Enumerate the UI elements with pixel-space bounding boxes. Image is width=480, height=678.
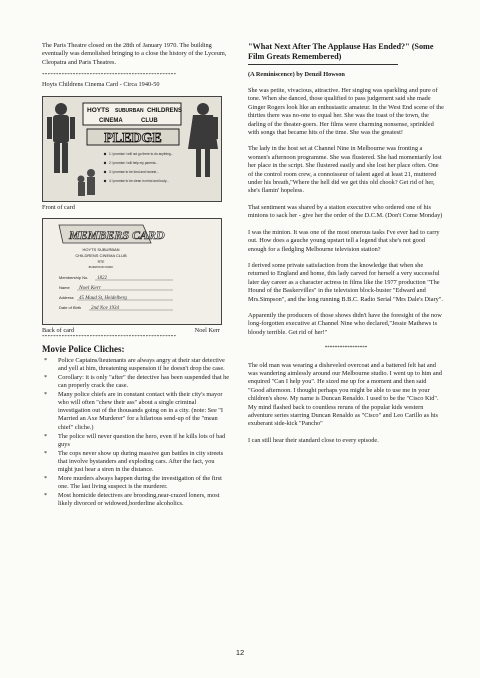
brand-cinema: CINEMA	[99, 117, 123, 124]
intro-paragraph: The Paris Theatre closed on the 28th of January 1970. The building eventually was demolished bringing to a close the history of the Lyceum, Cleopatra and Paris Theatres.	[42, 42, 227, 66]
article-paragraph: The lady in the host set at Channel Nine in Melbourne was fronting a women's afternoon programme. She was flustered. She had momentarily lost her place in the script. She flustered easily and she lost her place often. One of the control room crew, a connoisseur of talent aged at least 21, muttered under his breath,"Where the hell did we get this old chook? Get rid of her, she's flamin' hopeless.	[248, 145, 442, 195]
org-line: RTE	[97, 259, 105, 264]
title-underline	[248, 64, 398, 65]
field-label: Membership No.	[59, 274, 89, 280]
members-card-title: MEMBERS CARD	[69, 227, 165, 242]
field-value: 2nd Nov 1934	[91, 305, 120, 311]
article-paragraph: She was petite, vivacious, attractive. Her singing was sparkling and pure of tone. When she danced, those qualified to pass judgement said she made Ginger Rogers look like an enthusiastic amateur. In the West End scene of the thirties there was no-one to equal her. She was the toast of the town, the darling of the theater-goers. Her films were charming nonsense, sprinkled with songs that became hits of the time. She was the greatest!	[248, 87, 444, 137]
list-item: * The police will never question the hero, even if he kills lots of bad guys	[44, 432, 226, 448]
cinema-card-back	[42, 218, 222, 325]
article-title: "What Next After The Applause Has Ended?" (Some Film Greats Remembered)	[248, 42, 434, 61]
article-paragraph: The old man was wearing a disheveled overcoat and a battered felt hat and was wandering aimlessly around our Melbourne studio. I went up to him and enquired "Can I help you". He sized me up for a moment and then said "Good afternoon. I thought perhaps you might be able to use me in your children's show. My name is Duncan Renaldo. I used to be the "Cisco Kid". My mind flashed back to countless reruns of the popular kids western adventure series starring Duncan Renaldo as "Cisco" and Leo Carillo as his exuberant side-kick "Pancho"	[248, 361, 442, 428]
front-caption: Front of card	[42, 203, 75, 211]
pledge-line: 2 I promise I will help my parents...	[109, 160, 159, 165]
list-item: * Many police chiefs are in constant contact with their city's mayor who will often "chew their ass" about a single criminal investigation out of the thousands going on in a city. (note: See "I Married an Axe Murderer" for a hilarious send-up of the "mean chief" cliche.)	[44, 391, 223, 431]
card-title: Hoyts Childrens Cinema Card - Circa 1940-50	[42, 81, 160, 89]
left-column	[42, 42, 230, 510]
star-divider: ************************************************	[42, 73, 177, 79]
brand-club: CLUB	[141, 117, 158, 124]
back-author: Noel Kerr	[194, 326, 220, 334]
pledge-line: 4 I promise to be clean in mind and body...	[109, 178, 169, 183]
org-line: BURWOOD PARK	[88, 264, 114, 269]
page-number: 12	[235, 648, 245, 657]
field-value: 45 Maud St, Heidelberg	[79, 295, 127, 301]
cinema-card-front-art	[43, 97, 221, 201]
article-byline: (A Reminiscence) by Denzil Howson	[248, 71, 345, 78]
field-value: Noel Kerr	[79, 284, 102, 291]
article-paragraph: I derived some private satisfaction from the knowledge that when she returned to England and home, this lady carved for herself a very successful later day career as a character actress in films like the 1977 production "The Hound of the Baskervilles" in the television block-buster "Edward and Mrs.Simpson", and the long running B.B.C. Radio Serial "Mrs Dale's Diary".	[248, 261, 443, 303]
star-divider: ************************************************	[42, 334, 177, 340]
right-column	[248, 42, 444, 445]
field-label: Name	[59, 284, 70, 290]
article-paragraph: I was the minion. It was one of the most onerous tasks I've ever had to carry out. How does a gauche young upstart tell a legend that she's not good enough for a fledgling Melbourne television station?	[248, 228, 440, 253]
list-item: * Corollary: it is only "after" the detective has been suspended that he can properly crack the case.	[44, 374, 230, 390]
cliche-list	[42, 357, 230, 509]
star-divider: *****************	[324, 346, 368, 352]
list-item: * More murders always happen during the investigation of the first one. The last living suspect is the murderer.	[44, 475, 222, 491]
brand-mid: SUBURBAN	[115, 107, 144, 114]
field-value: 1822	[97, 275, 107, 281]
pledge-heading: PLEDGE	[104, 130, 162, 146]
movie-cliches-heading: Movie Police Cliches:	[42, 343, 125, 354]
field-label: Date of Birth	[59, 304, 82, 310]
cinema-card-front	[42, 96, 222, 202]
field-label: Address	[59, 294, 74, 300]
pledge-line: 3 I promise to be kind and honest...	[109, 169, 159, 174]
article-paragraph: That sentiment was shared by a station executive who ordered one of his minions to sack her - give her the order of the D.C.M. (Don't Come Monday)	[248, 203, 443, 220]
back-caption-row	[42, 327, 220, 335]
org-line: HOYTS SUBURBAN	[82, 246, 120, 252]
article-paragraph: Apparently the producers of those shows didn't have the foresight of the now long-forgotten executive at Channel Nine who declared,"Jessie Mathews is bloody terrible. Get rid of her!"	[248, 311, 442, 336]
list-item: * Most homicide detectives are brooding,near-crazed loners, most likely divorced or widowed,borderline alcoholics.	[44, 492, 220, 508]
pledge-line: 1 I promise I will not go there to do anything...	[109, 151, 174, 156]
list-item: * The cops never show up during massive gun battles in city streets that involve bystanders and exploding cars. After the fact, you might just hear a siren in the distance.	[44, 449, 224, 474]
brand-right: CHILDRENS	[147, 107, 183, 114]
org-line: CHILDRENS CINEMA CLUB	[75, 252, 127, 258]
brand-left: HOYTS	[87, 106, 110, 114]
list-item: * Police Captains/lieutenants are always angry at their star detective and yell at him, threatening suspension if he doesn't drop the case.	[44, 356, 225, 372]
back-caption: Back of card	[42, 326, 75, 334]
article-paragraph: I can still hear their standard close to every episode.	[248, 436, 379, 444]
cinema-card-back-art	[43, 219, 221, 324]
